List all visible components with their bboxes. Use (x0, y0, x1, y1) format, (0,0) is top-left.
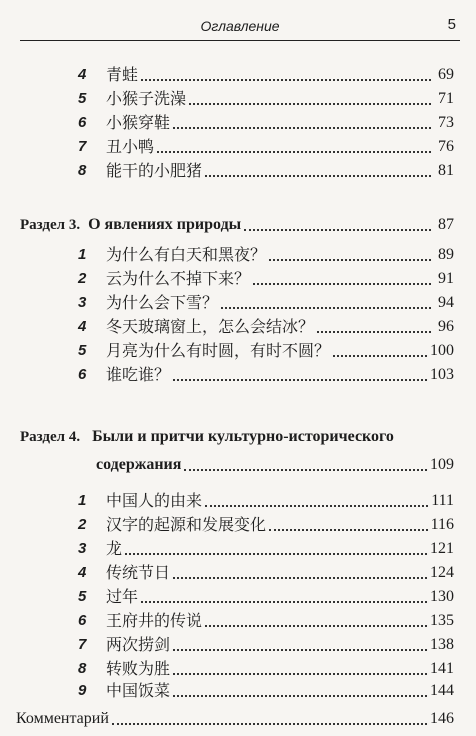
entry-title: 月亮为什么有时圆，有时不圆？ (106, 341, 331, 360)
leader-dots (317, 330, 431, 333)
leader-dots (244, 228, 431, 231)
leader-dots (221, 306, 431, 309)
leader-dots (189, 102, 431, 105)
entry-page: 96 (438, 318, 454, 335)
entry-title: 小猴穿鞋 (106, 113, 171, 132)
leader-dots (333, 354, 427, 357)
entry-title: 谁吃谁？ (106, 365, 171, 384)
leader-dots (112, 722, 427, 725)
leader-dots (141, 600, 427, 603)
entry-title: 中国饭菜 (106, 681, 171, 700)
toc-entry[interactable] (78, 288, 454, 314)
toc-section-4[interactable] (96, 450, 454, 476)
entry-number: 4 (78, 318, 87, 335)
entry-title: 转败为胜 (106, 659, 171, 678)
entry-number: 4 (78, 564, 87, 581)
entry-number: 5 (78, 342, 87, 359)
entry-page: 138 (430, 636, 454, 653)
toc-entry[interactable] (78, 264, 454, 290)
toc-entry[interactable] (78, 60, 454, 86)
leader-dots (269, 258, 431, 261)
toc-entry[interactable] (78, 486, 454, 512)
toc-entry[interactable] (78, 534, 454, 560)
entry-page: 130 (430, 588, 454, 605)
header-page-number: 5 (447, 16, 456, 33)
entry-number: 9 (78, 682, 87, 699)
leader-dots (184, 468, 427, 471)
entry-number: 2 (78, 516, 87, 533)
entry-title: 中国人的由来 (106, 491, 203, 510)
toc-entry[interactable] (78, 156, 454, 182)
leader-dots (253, 282, 431, 285)
header-title: Оглавление (200, 18, 280, 34)
entry-page: 135 (430, 612, 454, 629)
toc-entry[interactable] (78, 132, 454, 158)
entry-title: 为什么会下雪？ (106, 293, 219, 312)
entry-number: 8 (78, 162, 87, 179)
section-label: Раздел 3. (20, 217, 81, 233)
entry-page: 144 (430, 682, 454, 699)
entry-number: 5 (78, 588, 87, 605)
entry-number: 6 (78, 114, 87, 131)
entry-title: 传统节日 (106, 563, 171, 582)
leader-dots (157, 150, 431, 153)
entry-title: 汉字的起源和发展变化 (106, 515, 267, 534)
entry-number: 7 (78, 636, 87, 653)
entry-title: 龙 (106, 539, 123, 558)
toc-section-4-heading[interactable] (20, 428, 394, 446)
entry-title: 丑小鸭 (106, 137, 155, 156)
entry-page: 124 (430, 564, 454, 581)
page-header (20, 16, 460, 41)
entry-title: 云为什么不掉下来？ (106, 269, 251, 288)
leader-dots (141, 78, 431, 81)
entry-number: 8 (78, 660, 87, 677)
leader-dots (205, 174, 431, 177)
entry-number: 2 (78, 270, 87, 287)
entry-number: 3 (78, 294, 87, 311)
leader-dots (173, 694, 427, 697)
leader-dots (205, 624, 427, 627)
commentary-label: Комментарий (16, 710, 109, 727)
toc-section-3[interactable] (20, 210, 454, 236)
entry-page: 141 (430, 660, 454, 677)
entry-number: 5 (78, 90, 87, 107)
entry-page: 81 (438, 162, 454, 179)
toc-entry[interactable] (78, 312, 454, 338)
section-page: 87 (438, 216, 454, 233)
commentary-page: 146 (430, 710, 454, 727)
entry-page: 71 (438, 90, 454, 107)
leader-dots (173, 378, 427, 381)
toc-entry[interactable] (78, 630, 454, 656)
entry-title: 两次捞剑 (106, 635, 171, 654)
leader-dots (269, 528, 428, 531)
section-page: 109 (430, 456, 454, 473)
toc-entry[interactable] (78, 582, 454, 608)
leader-dots (173, 126, 431, 129)
section-label: Раздел 4. (20, 429, 81, 445)
entry-number: 3 (78, 540, 87, 557)
section-title: О явлениях природы (88, 216, 242, 233)
entry-title: 王府井的传说 (106, 611, 203, 630)
toc-entry[interactable] (78, 676, 454, 702)
leader-dots (173, 576, 427, 579)
entry-title: 青蛙 (106, 65, 139, 84)
entry-title: 冬天玻璃窗上，怎么会结冰？ (106, 317, 315, 336)
entry-number: 1 (78, 492, 87, 509)
entry-page: 94 (438, 294, 454, 311)
toc-entry[interactable] (78, 336, 454, 362)
entry-title: 能干的小肥猪 (106, 161, 203, 180)
toc-entry[interactable] (78, 510, 454, 536)
entry-page: 76 (438, 138, 454, 155)
entry-page: 121 (430, 540, 454, 557)
leader-dots (205, 504, 428, 507)
entry-number: 1 (78, 246, 87, 263)
entry-page: 100 (430, 342, 454, 359)
toc-entry[interactable] (78, 84, 454, 110)
section-title-line2: содержания (96, 456, 182, 473)
entry-page: 116 (430, 516, 454, 533)
leader-dots (173, 648, 427, 651)
entry-title: 为什么有白天和黑夜？ (106, 245, 267, 264)
toc-entry[interactable] (78, 606, 454, 632)
toc-entry[interactable] (78, 108, 454, 134)
section-title-line1: Были и притчи культурно-исторического (92, 428, 394, 445)
entry-number: 6 (78, 612, 87, 629)
entry-number: 4 (78, 66, 87, 83)
entry-page: 111 (431, 492, 454, 509)
toc-entry[interactable] (78, 558, 454, 584)
toc-commentary[interactable] (16, 704, 454, 730)
entry-page: 89 (438, 246, 454, 263)
entry-number: 7 (78, 138, 87, 155)
entry-number: 6 (78, 366, 87, 383)
entry-page: 91 (438, 270, 454, 287)
entry-title: 过年 (106, 587, 139, 606)
toc-entry[interactable] (78, 360, 454, 386)
leader-dots (173, 672, 427, 675)
entry-title: 小猴子洗澡 (106, 89, 187, 108)
entry-page: 73 (438, 114, 454, 131)
leader-dots (125, 552, 427, 555)
entry-page: 103 (430, 366, 454, 383)
toc-entry[interactable] (78, 240, 454, 266)
entry-page: 69 (438, 66, 454, 83)
